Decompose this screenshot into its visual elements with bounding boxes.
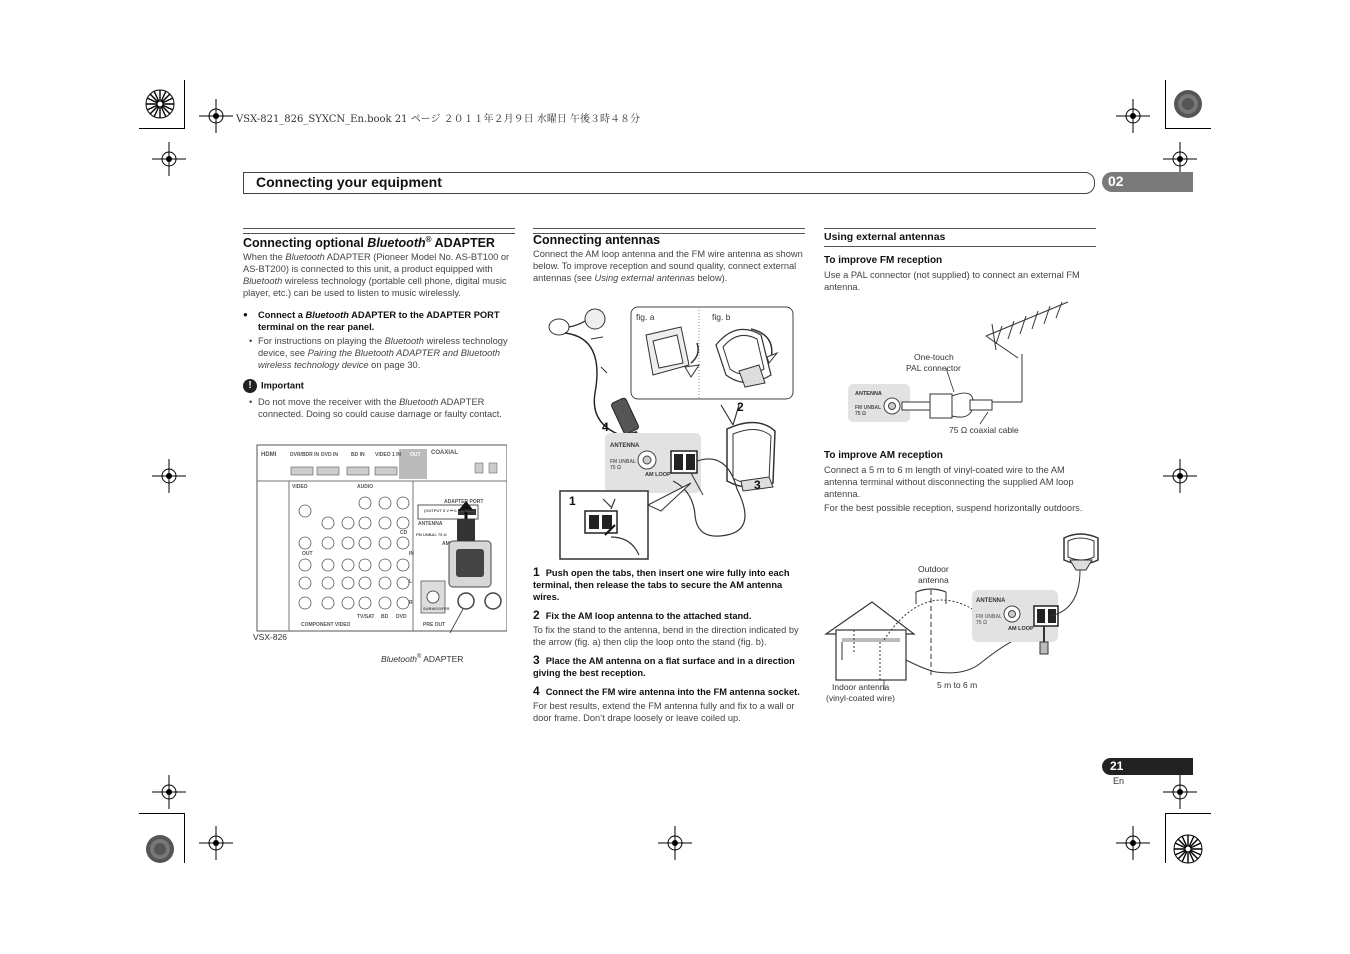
bluetooth-intro: When the Bluetooth ADAPTER (Pioneer Model No. AS-BT100 or AS-BT200) is connected to this unit, a product equipped with Bluetooth wireless technology (portable cell phone, digital music player, etc.) can be used to listen to music wirelessly.	[243, 252, 510, 299]
chapter-number-tab	[1102, 172, 1193, 192]
outdoor-label-1: Outdoor	[918, 564, 949, 574]
page-number: 21	[1110, 759, 1124, 773]
chapter-number: 02	[1108, 173, 1124, 189]
panel-label-output-spec: (OUTPUT 5 V ⎓ 0.1 A MAX)	[424, 508, 475, 513]
rosette-mark-icon	[1173, 89, 1203, 119]
panel-label-dvd-in: DVD IN	[321, 452, 338, 458]
registration-mark-icon	[1116, 99, 1150, 133]
crop-mark	[139, 813, 185, 814]
fm-unbal-label: FM UNBAL	[855, 405, 882, 411]
indoor-label-1: Indoor antenna	[832, 682, 890, 692]
section-rule	[824, 246, 1096, 247]
ohm-label: 75 Ω	[610, 465, 621, 471]
coax-cable-label: 75 Ω coaxial cable	[949, 425, 1019, 435]
crop-mark	[139, 128, 185, 129]
antennas-section	[533, 234, 808, 286]
panel-label-component-video: COMPONENT VIDEO	[301, 622, 351, 628]
important-icon: !	[243, 379, 257, 393]
bluetooth-sub-bullet: • For instructions on playing the Bluetooth wireless technology device, see Pairing the Bluetooth ADAPTER and Bluetooth wireless technology device on page 30.	[243, 335, 516, 371]
crop-mark	[1165, 128, 1211, 129]
am-body-1: Connect a 5 m to 6 m length of vinyl-coated wire to the AM antenna terminal without disconnecting the supplied AM loop antenna.	[824, 465, 1074, 499]
registration-mark-icon	[152, 775, 186, 809]
panel-label-in: IN	[409, 551, 414, 557]
registration-mark-icon	[1163, 459, 1197, 493]
registration-mark-icon	[199, 99, 233, 133]
fm-reception	[824, 255, 1097, 295]
panel-label-video: VIDEO	[292, 484, 308, 490]
rear-panel-illustration	[253, 443, 507, 633]
panel-label-bd: BD	[381, 614, 389, 620]
antenna-connection-illustration	[541, 305, 803, 561]
registration-mark-icon	[152, 459, 186, 493]
panel-label-antenna: ANTENNA	[418, 521, 443, 527]
antennas-intro: Connect the AM loop antenna and the FM wire antenna as shown below. To improve reception and sound quality, connect external antennas (see Using external antennas below).	[533, 249, 803, 283]
step-3: 3 Place the AM antenna on a flat surface and in a direction giving the best reception.	[533, 653, 795, 678]
rosette-mark-icon	[145, 89, 175, 119]
panel-label-cd: CD	[400, 530, 408, 536]
registration-mark-icon	[1163, 142, 1197, 176]
panel-label-dvr-bdr-in: DVR/BDR IN	[290, 452, 320, 458]
callout-1: 1	[569, 494, 576, 508]
panel-label-hdmi: HDMI	[261, 452, 277, 458]
outdoor-label-2: antenna	[918, 575, 949, 585]
am-antenna-label: ANTENNA	[976, 598, 1006, 604]
page-language: En	[1113, 776, 1125, 786]
panel-label-adapter-port: ADAPTER PORT	[444, 499, 484, 505]
fig-a-label: fig. a	[636, 312, 655, 322]
callout-4: 4	[602, 420, 609, 434]
am-body-2: For the best possible reception, suspend horizontally outdoors.	[824, 503, 1083, 513]
am-heading: To improve AM reception	[824, 450, 943, 461]
ohm-label: 75 Ω	[855, 411, 866, 417]
am-reception	[824, 450, 1097, 516]
registration-mark-icon	[152, 142, 186, 176]
step-2-body: To fix the stand to the antenna, bend in the direction indicated by the arrow (fig. a) then clip the loop onto the stand (fig. b).	[533, 625, 799, 647]
panel-label-am: AM	[442, 541, 450, 547]
external-antennas-heading: Using external antennas	[824, 231, 946, 243]
bluetooth-step: ● Connect a Bluetooth ADAPTER to the ADAPTER PORT terminal on the rear panel.	[243, 309, 516, 333]
registration-mark-icon	[1163, 775, 1197, 809]
distance-label: 5 m to 6 m	[937, 680, 978, 690]
am-loop-label: AM LOOP	[645, 472, 671, 478]
fm-antenna-label: ANTENNA	[855, 391, 882, 397]
adapter-caption: Bluetooth® ADAPTER	[381, 653, 464, 664]
panel-label-bd-in: BD IN	[351, 452, 365, 458]
fm-unbal-label: FM UNBAL	[610, 459, 637, 465]
model-label: VSX-826	[253, 632, 288, 642]
crop-mark	[184, 813, 185, 863]
antennas-heading: Connecting antennas	[533, 233, 661, 247]
panel-label-out-small: OUT	[302, 551, 313, 557]
panel-label-l: L	[409, 579, 413, 585]
important-heading: ! Important	[243, 379, 516, 393]
important-note: • Do not move the receiver with the Bluetooth ADAPTER connected. Doing so could cause damage or faulty contact.	[243, 396, 516, 420]
antenna-steps	[533, 566, 808, 726]
page-number-tab	[1102, 758, 1193, 775]
panel-label-coaxial: COAXIAL	[431, 450, 458, 456]
panel-label-dvd: DVD	[396, 614, 407, 620]
pal-connector-label: PAL connector	[906, 363, 961, 373]
indoor-label-2: (vinyl-coated wire)	[826, 693, 895, 703]
antenna-label: ANTENNA	[610, 443, 640, 449]
book-info-line: VSX-821_826_SYXCN_En.book 21 ページ ２０１１年２月９日 水曜日 午後３時４８分	[236, 114, 641, 125]
registration-mark-icon	[658, 826, 692, 860]
registration-mark-icon	[1116, 826, 1150, 860]
panel-label-video1-in: VIDEO 1 IN	[375, 452, 402, 458]
panel-label-tv-sat: TV/SAT	[357, 614, 375, 620]
panel-label-pre-out: PRE OUT	[423, 622, 446, 628]
bluetooth-heading: Connecting optional Bluetooth® ADAPTER	[243, 235, 495, 251]
panel-label-fm-unbal: FM UNBAL 75 Ω	[416, 532, 447, 537]
crop-mark	[1165, 80, 1166, 128]
panel-label-audio: AUDIO	[357, 484, 374, 490]
fm-heading: To improve FM reception	[824, 255, 943, 266]
panel-label-r: R	[409, 600, 413, 606]
step-4-body: For best results, extend the FM antenna fully and fix to a wall or door frame. Don’t drape loosely or leave coiled up.	[533, 701, 795, 723]
am-fm-unbal-label: FM UNBAL	[976, 614, 1003, 620]
step-4: 4 Connect the FM wire antenna into the FM antenna socket.	[533, 684, 800, 698]
external-antennas-section	[824, 231, 1097, 245]
rosette-mark-icon	[145, 834, 175, 864]
chapter-title: Connecting your equipment	[256, 174, 442, 190]
fm-body: Use a PAL connector (not supplied) to connect an external FM antenna.	[824, 270, 1080, 292]
am-ohm-label: 75 Ω	[976, 620, 987, 626]
callout-2: 2	[737, 400, 744, 414]
callout-3: 3	[754, 478, 761, 492]
bluetooth-section	[243, 234, 516, 422]
am-loop-label: AM LOOP	[1008, 626, 1034, 632]
panel-label-subwoofer: SUBWOOFER	[423, 606, 450, 611]
crop-mark	[1165, 813, 1166, 863]
section-rule	[824, 228, 1096, 229]
crop-mark	[184, 80, 185, 128]
step-2: 2 Fix the AM loop antenna to the attached stand.	[533, 608, 752, 622]
registration-mark-icon	[199, 826, 233, 860]
step-1: 1 Push open the tabs, then insert one wire fully into each terminal, then release the tabs to secure the AM antenna wires.	[533, 565, 790, 602]
fm-external-antenna-illustration	[846, 296, 1086, 436]
fig-b-label: fig. b	[712, 312, 731, 322]
one-touch-label: One-touch	[914, 352, 954, 362]
rosette-mark-icon	[1173, 834, 1203, 864]
crop-mark	[1165, 813, 1211, 814]
panel-label-out: OUT	[410, 452, 421, 458]
